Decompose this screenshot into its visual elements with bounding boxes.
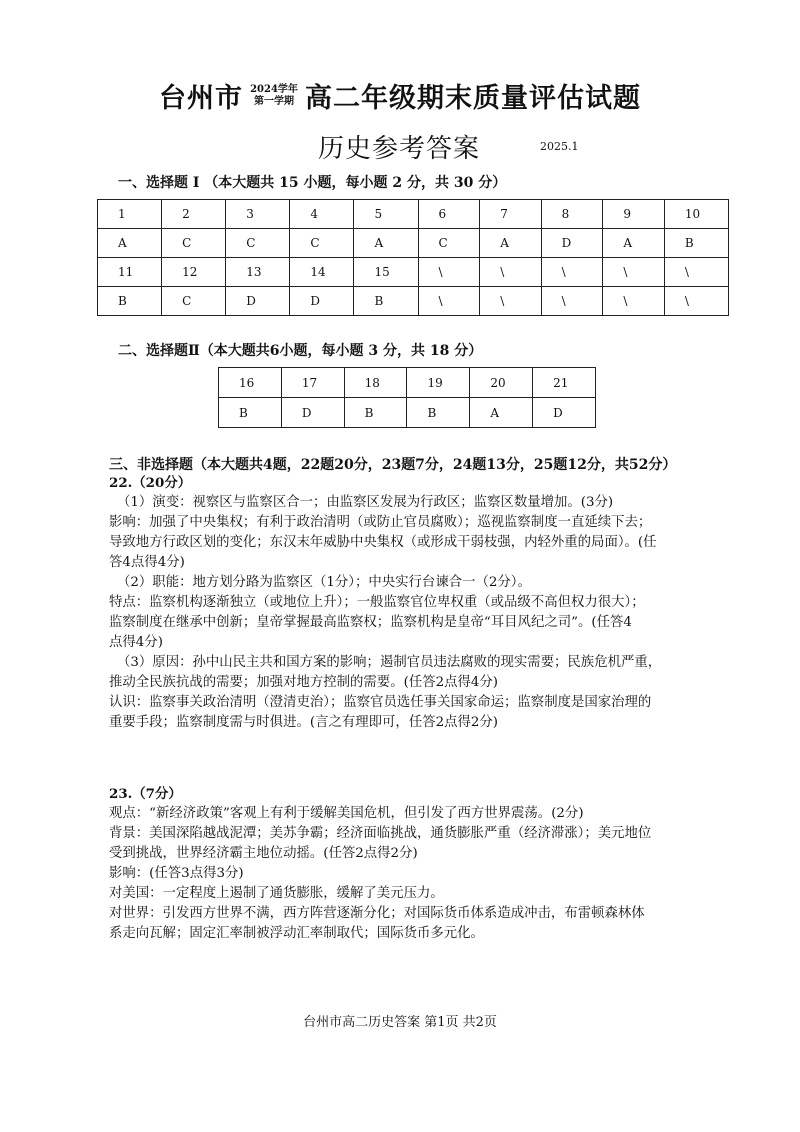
section1-cell: 2 [162, 200, 226, 229]
section1-cell: B [98, 287, 162, 316]
section3-heading: 三、非选择题（本大题共4题，22题20分，23题7分，24题13分，25题12分，共52分） [109, 457, 677, 473]
section2-cell: A [470, 398, 533, 428]
page-title [0, 76, 800, 115]
q23-answer-line: 背景：美国深陷越战泥潭；美苏争霸；经济面临挑战，通货膨胀严重（经济滞涨）；美元地位 [109, 826, 652, 841]
section1-cell: \ [480, 287, 541, 316]
section1-row [98, 229, 729, 258]
q23-answer-line: 观点：“新经济政策”客观上有利于缓解美国危机，但引发了西方世界震荡。(2分) [109, 806, 584, 821]
section1-cell: 5 [354, 200, 418, 229]
q22-answer-line: 点得4分) [109, 635, 163, 650]
section1-cell: C [162, 287, 226, 316]
q23-answer-line: 受到挑战，世界经济霸主地位动摇。(任答2点得2分) [109, 846, 418, 861]
section1-cell: \ [541, 258, 603, 287]
q22-answer-line: 22.（20分） [109, 475, 192, 491]
section2-cell: 21 [533, 368, 596, 398]
section1-cell: \ [603, 258, 664, 287]
section2-cell: D [281, 398, 344, 428]
section2-cell: 16 [219, 368, 282, 398]
q23-answer-line: 系走向瓦解；固定汇率制被浮动汇率制取代；国际货币多元化。 [109, 926, 484, 941]
section1-row [98, 287, 729, 316]
question-23-answer [109, 784, 719, 944]
section1-cell: \ [480, 258, 541, 287]
section2-cell: 20 [470, 368, 533, 398]
section1-cell: \ [418, 258, 480, 287]
section1-cell: 3 [226, 200, 290, 229]
q22-answer-line: 影响：加强了中央集权；有利于政治清明（或防止官员腐败）；巡视监察制度一直延续下去； [109, 515, 652, 530]
q22-answer-line: （1）演变：视察区与监察区合一；由监察区发展为行政区；监察区数量增加。(3分) [117, 495, 614, 510]
page-subtitle: 历史参考答案 [318, 134, 481, 164]
q23-answer-line: 对世界：引发西方世界不满，西方阵营逐渐分化；对国际货币体系造成冲击，布雷顿森林体 [109, 906, 645, 921]
section2-row [219, 368, 596, 398]
section1-cell: 6 [418, 200, 480, 229]
title-city: 台州市 [158, 83, 243, 114]
section1-cell: \ [664, 287, 728, 316]
section1-cell: 12 [162, 258, 226, 287]
section2-cell: D [533, 398, 596, 428]
title-year: 2024学年 [250, 83, 298, 95]
page-footer: 台州市高二历史答案 第1页 共2页 [303, 1015, 497, 1030]
exam-date: 2025.1 [540, 140, 579, 153]
q23-answer-line: 23.（7分） [109, 786, 182, 802]
section2-cell: B [219, 398, 282, 428]
section2-heading: 二、选择题Ⅱ（本大题共6小题，每小题 3 分，共 18 分） [118, 343, 483, 359]
q22-answer-line: 监察制度在继承中创新；皇帝掌握最高监察权；监察机构是皇帝“耳目风纪之司”。(任答4 [109, 615, 632, 630]
q22-answer-line: 特点：监察机构逐渐独立（或地位上升）；一般监察官位卑权重（或品级不高但权力很大）； [109, 595, 645, 610]
section1-cell: 11 [98, 258, 162, 287]
section1-cell: A [480, 229, 541, 258]
section1-cell: B [664, 229, 728, 258]
section2-answer-table [218, 367, 596, 428]
section1-cell: A [98, 229, 162, 258]
section2-cell: 19 [407, 368, 470, 398]
section2-cell: 18 [344, 368, 407, 398]
section1-cell: \ [664, 258, 728, 287]
section1-cell: 10 [664, 200, 728, 229]
section1-cell: \ [541, 287, 603, 316]
q23-answer-line: 对美国：一定程度上遏制了通货膨胀，缓解了美元压力。 [109, 886, 444, 901]
q22-answer-line: 重要手段；监察制度需与时俱进。(言之有理即可，任答2点得2分) [109, 715, 499, 730]
section1-row [98, 200, 729, 229]
section1-cell: A [603, 229, 664, 258]
q22-answer-line: 答4点得4分) [109, 555, 185, 570]
q22-answer-line: 认识：监察事关政治清明（澄清吏治）；监察官员选任事关国家命运；监察制度是国家治理的 [109, 695, 652, 710]
section1-cell: 7 [480, 200, 541, 229]
section1-cell: \ [418, 287, 480, 316]
section1-cell: D [541, 229, 603, 258]
section1-answer-table [97, 199, 729, 316]
section2-cell: 17 [281, 368, 344, 398]
title-exam: 高二年级期末质量评估试题 [305, 83, 642, 114]
section1-cell: 13 [226, 258, 290, 287]
section1-cell: B [354, 287, 418, 316]
section1-cell: D [290, 287, 354, 316]
section1-cell: C [226, 229, 290, 258]
section1-cell: 8 [541, 200, 603, 229]
section1-cell: 9 [603, 200, 664, 229]
title-term-stack [250, 84, 298, 108]
section1-cell: A [354, 229, 418, 258]
q22-answer-line: 导致地方行政区划的变化；东汉末年威胁中央集权（或形成干弱枝强，内轻外重的局面）。(任 [109, 535, 657, 550]
section1-cell: \ [603, 287, 664, 316]
q23-answer-line: 影响：(任答3点得3分) [109, 866, 244, 881]
section1-cell: 4 [290, 200, 354, 229]
section1-cell: 15 [354, 258, 418, 287]
q22-answer-line: （3）原因：孙中山民主共和国方案的影响；遏制官员违法腐败的现实需要；民族危机严重， [117, 655, 662, 670]
q22-answer-line: 推动全民族抗战的需要；加强对地方控制的需要。(任答2点得4分) [109, 675, 499, 690]
section1-cell: C [162, 229, 226, 258]
section1-row [98, 258, 729, 287]
section2-cell: B [407, 398, 470, 428]
section1-cell: 1 [98, 200, 162, 229]
section1-cell: C [290, 229, 354, 258]
section2-row [219, 398, 596, 428]
question-22-answer [109, 473, 719, 733]
section1-cell: C [418, 229, 480, 258]
q22-answer-line: （2）职能：地方划分路为监察区（1分）；中央实行台谏合一（2分）。 [117, 575, 531, 590]
section2-cell: B [344, 398, 407, 428]
title-term: 第一学期 [254, 95, 294, 107]
section1-heading: 一、选择题 Ⅰ （本大题共 15 小题，每小题 2 分，共 30 分） [118, 175, 507, 191]
section1-cell: D [226, 287, 290, 316]
section1-cell: 14 [290, 258, 354, 287]
